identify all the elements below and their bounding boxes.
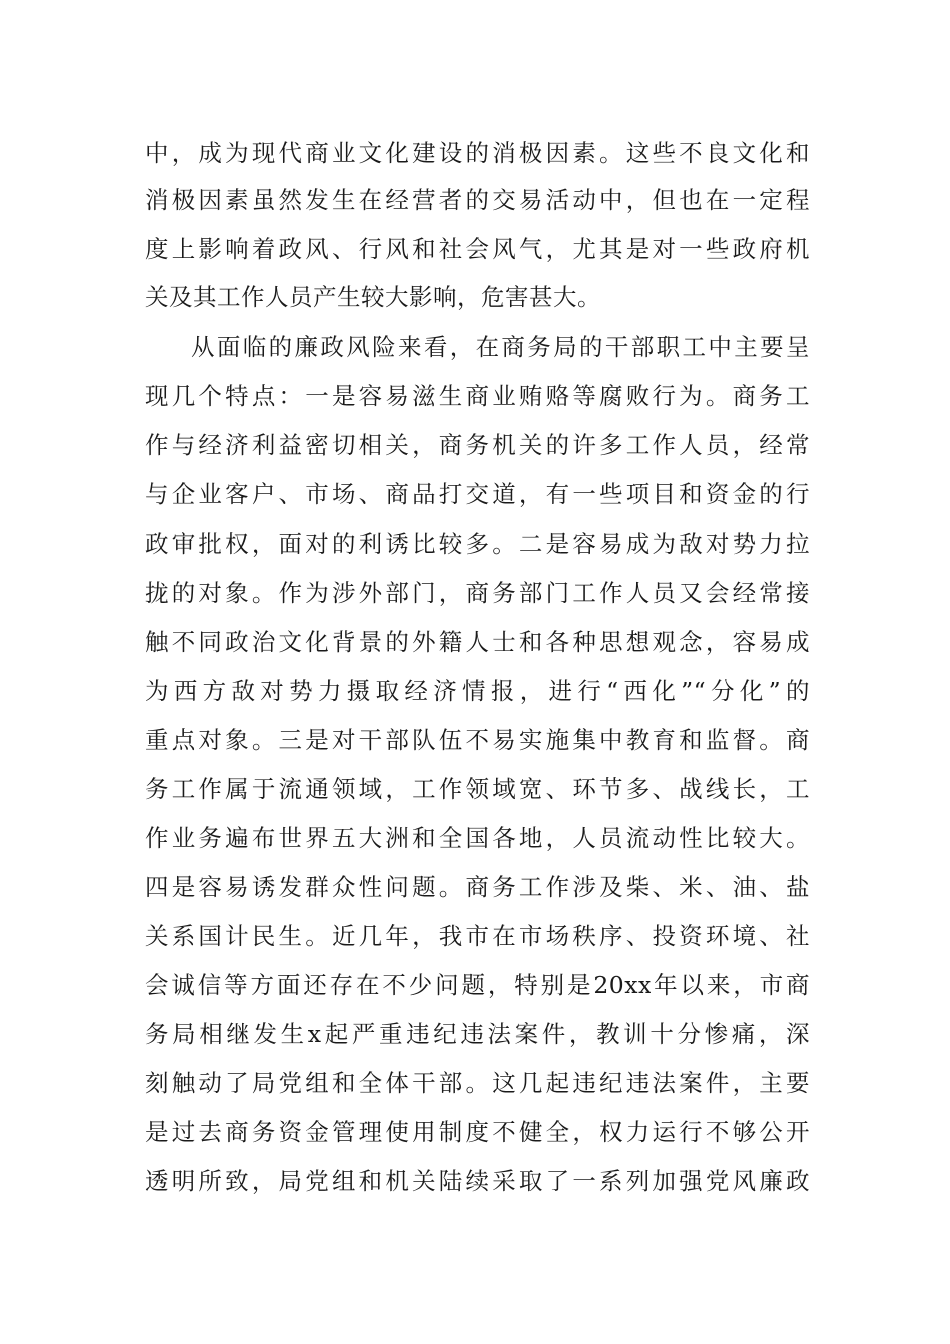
text-line: 触不同政治文化背景的外籍人士和各种思想观念，容易成 [145,628,810,656]
text-line: 作与经济利益密切相关，商务机关的许多工作人员，经常 [145,431,810,459]
text-line: 四是容易诱发群众性问题。商务工作涉及柴、米、油、盐 [145,873,810,901]
text-line: 从面临的廉政风险来看，在商务局的干部职工中主要呈 [191,333,810,361]
text-line: 务工作属于流通领域，工作领域宽、环节多、战线长，工 [145,775,810,803]
text-line: 拢的对象。作为涉外部门，商务部门工作人员又会经常接 [145,579,810,607]
text-line: 中，成为现代商业文化建设的消极因素。这些不良文化和 [145,139,810,167]
text-line: 关及其工作人员产生较大影响，危害甚大。 [145,283,601,311]
text-line: 现几个特点：一是容易滋生商业贿赂等腐败行为。商务工 [145,382,810,410]
text-line: 透明所致，局党组和机关陆续采取了一系列加强党风廉政 [145,1167,810,1195]
text-line: 刻触动了局党组和全体干部。这几起违纪违法案件，主要 [145,1069,810,1097]
text-line: 关系国计民生。近几年，我市在市场秩序、投资环境、社 [145,922,810,950]
text-line: 作业务遍布世界五大洲和全国各地，人员流动性比较大。 [145,824,810,852]
text-line: 为西方敌对势力摄取经济情报，进行“西化”“分化”的 [145,677,810,705]
text-line: 务局相继发生x起严重违纪违法案件，教训十分惨痛，深 [145,1020,810,1048]
text-line: 会诚信等方面还存在不少问题，特别是20xx年以来，市商 [145,971,810,999]
text-line: 消极因素虽然发生在经营者的交易活动中，但也在一定程 [145,186,810,214]
text-line: 是过去商务资金管理使用制度不健全，权力运行不够公开 [145,1118,810,1146]
text-line: 政审批权，面对的利诱比较多。二是容易成为敌对势力拉 [145,530,810,558]
text-line: 与企业客户、市场、商品打交道，有一些项目和资金的行 [145,480,810,508]
text-line: 重点对象。三是对干部队伍不易实施集中教育和监督。商 [145,726,810,754]
text-line: 度上影响着政风、行风和社会风气，尤其是对一些政府机 [145,235,810,263]
